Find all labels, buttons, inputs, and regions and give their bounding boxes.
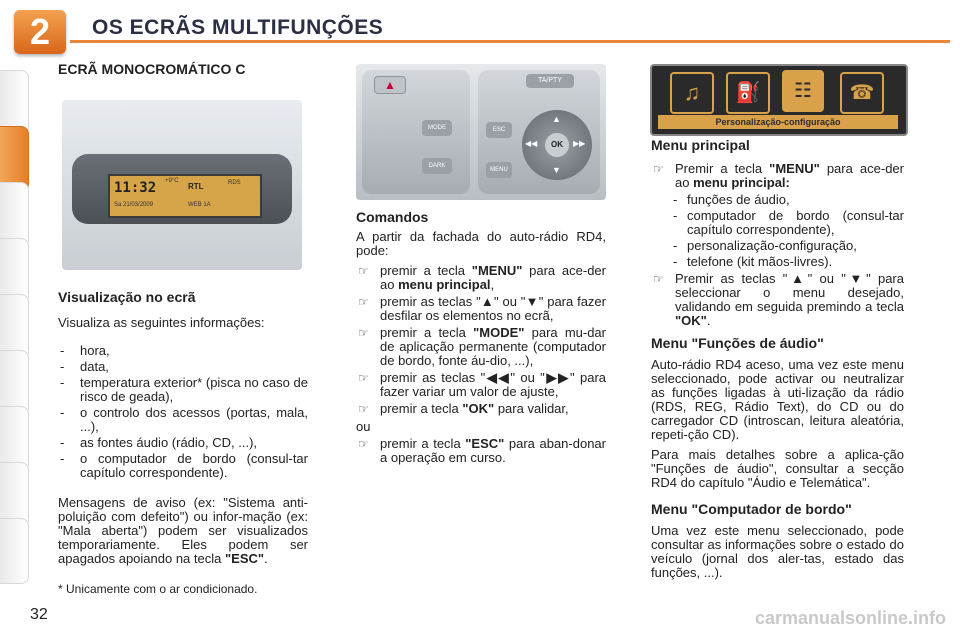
mode-button[interactable]: MODE	[422, 120, 452, 136]
pointer-icon: ☞	[653, 272, 664, 286]
menu-selection-label: Personalização-configuração	[658, 115, 898, 129]
warning-messages-paragraph: Mensagens de aviso (ex: "Sistema anti-poluição com defeito") ou infor-mação (ex: "Mala aberta") podem ser visualizados temporariamente. Eles podem ser apagados apoiando na tecla "ESC".	[58, 495, 308, 566]
controls-section-title: Comandos	[356, 209, 429, 225]
page-title: OS ECRÃS MULTIFUNÇÕES	[92, 16, 384, 39]
list-item: ☞ Premir as teclas "▲" ou "▼" para seleccionar o menu desejado, validando em seguida premindo a tecla "OK".	[653, 271, 904, 328]
list-item: - o controlo dos acessos (portas, mala, ...),	[58, 406, 308, 434]
controls-steps	[356, 264, 606, 416]
chapter-badge: 2	[14, 10, 66, 54]
lcd-clock: 11:32	[114, 180, 157, 196]
or-text: ou	[356, 419, 371, 434]
display-intro: Visualiza as seguintes informações:	[58, 315, 265, 330]
middle-column	[356, 210, 606, 468]
navigation-dial[interactable]	[522, 110, 592, 180]
ok-button[interactable]: OK	[545, 133, 569, 157]
lcd-extra: WEB 1A	[188, 202, 211, 208]
computer-menu-icon: ⛽	[726, 72, 770, 114]
esc-key-label: "ESC"	[224, 551, 265, 566]
list-item: - hora,	[58, 344, 308, 358]
audio-menu-icon: ♫	[670, 72, 714, 114]
list-item: - computador de bordo (consul-tar capítulo correspondente),	[673, 209, 904, 237]
phone-menu-icon: ☎	[840, 72, 884, 114]
pointer-icon: ☞	[358, 371, 369, 385]
list-item: ☞ premir a tecla "MENU" para ace-der ao menu principal,	[358, 263, 606, 292]
pointer-icon: ☞	[358, 326, 369, 340]
list-item: ☞ Premir a tecla "MENU" para ace-der ao menu principal:	[653, 161, 904, 190]
lcd-temp: +9°C	[165, 178, 179, 184]
chapter-sidebar	[0, 60, 34, 580]
dark-button[interactable]: DARK	[422, 158, 452, 174]
footnote: * Unicamente com o ar condicionado.	[58, 582, 258, 596]
list-item: - o computador de bordo (consul-tar capítulo correspondente).	[58, 452, 308, 480]
forward-icon[interactable]: ▶▶	[573, 139, 586, 148]
list-item: - personalização-configuração,	[673, 239, 904, 253]
display-info-list	[58, 344, 308, 480]
right-column	[651, 138, 904, 580]
computer-menu-paragraph: Uma vez este menu seleccionado, pode consultar as informações sobre o estado do veículo (jornal dos aler-tas, estado das funções, ...).	[651, 523, 904, 580]
list-item: ☞ premir as teclas "◀◀" ou "▶▶" para fazer variar um valor de ajuste,	[358, 370, 606, 399]
page-number: 32	[30, 606, 48, 623]
list-item: - data,	[58, 360, 308, 374]
list-item: - temperatura exterior* (pisca no caso de risco de geada),	[58, 376, 308, 404]
header-divider	[70, 40, 950, 43]
screen-type-title: ECRÃ MONOCROMÁTICO C	[58, 61, 246, 77]
list-item: - funções de áudio,	[673, 193, 904, 207]
ta-pty-button[interactable]: TA/PTY	[526, 74, 574, 88]
computer-menu-title: Menu "Computador de bordo"	[651, 501, 852, 517]
pointer-icon: ☞	[653, 162, 664, 176]
monochrome-screen-photo	[62, 100, 302, 270]
display-section-title: Visualização no ecrã	[58, 289, 196, 305]
hazard-icon: ▲	[374, 76, 406, 94]
arrow-up-icon[interactable]: ▲	[552, 114, 561, 124]
list-item: ☞ premir as teclas "▲" ou "▼" para fazer desfilar os elementos no ecrã,	[358, 294, 606, 323]
arrow-down-icon[interactable]: ▼	[552, 165, 561, 175]
pointer-icon: ☞	[358, 295, 369, 309]
menu-button[interactable]: MENU	[486, 162, 512, 178]
lcd-station: RTL	[188, 182, 204, 191]
main-menu-steps	[651, 162, 904, 190]
list-item: - as fontes áudio (rádio, CD, ...),	[58, 436, 308, 450]
audio-menu-paragraph: Auto-rádio RD4 aceso, uma vez este menu seleccionado, pode activar ou neutralizar as funções ligadas à uti-lização da rádio (RDS, REG, Rádio Text), do CD ou do carregador CD (introscan, leitura aleatória, repeti-ção CD).	[651, 357, 904, 442]
list-item: ☞ premir a tecla "OK" para validar,	[358, 401, 569, 416]
lcd-mode: RDS	[228, 180, 241, 186]
watermark: carmanualsonline.info	[754, 608, 946, 628]
pointer-icon: ☞	[358, 402, 369, 416]
radio-controls-photo	[356, 64, 606, 200]
pointer-icon: ☞	[358, 437, 369, 451]
left-column	[58, 62, 308, 76]
left-text	[58, 290, 308, 596]
main-menu-title: Menu principal	[651, 137, 750, 153]
esc-button[interactable]: ESC	[486, 122, 512, 138]
settings-menu-icon: ☷	[782, 70, 824, 112]
audio-menu-title: Menu "Funções de áudio"	[651, 335, 824, 351]
chapter-tab[interactable]	[0, 518, 29, 584]
list-item: ☞ premir a tecla "ESC" para aban-donar a operação em curso.	[358, 436, 606, 465]
main-menu-screen	[650, 64, 908, 136]
rewind-icon[interactable]: ◀◀	[525, 139, 538, 148]
pointer-icon: ☞	[358, 264, 369, 278]
main-menu-steps-2	[651, 272, 904, 328]
submenu-list	[651, 193, 904, 269]
lcd-display	[108, 174, 262, 218]
lcd-date: Sa 21/03/2009	[114, 202, 154, 208]
controls-last-step	[356, 437, 606, 465]
list-item: - telefone (kit mãos-livres).	[673, 255, 904, 269]
controls-intro: A partir da fachada do auto-rádio RD4, pode:	[356, 229, 606, 258]
list-item: ☞ premir a tecla "MODE" para mu-dar de aplicação permanente (computador de bordo, fonte áu-dio, ...),	[358, 325, 606, 368]
audio-menu-reference: Para mais detalhes sobre a aplica-ção "Funções de áudio", consultar a secção RD4 do capítulo "Áudio e Telemática".	[651, 447, 904, 490]
